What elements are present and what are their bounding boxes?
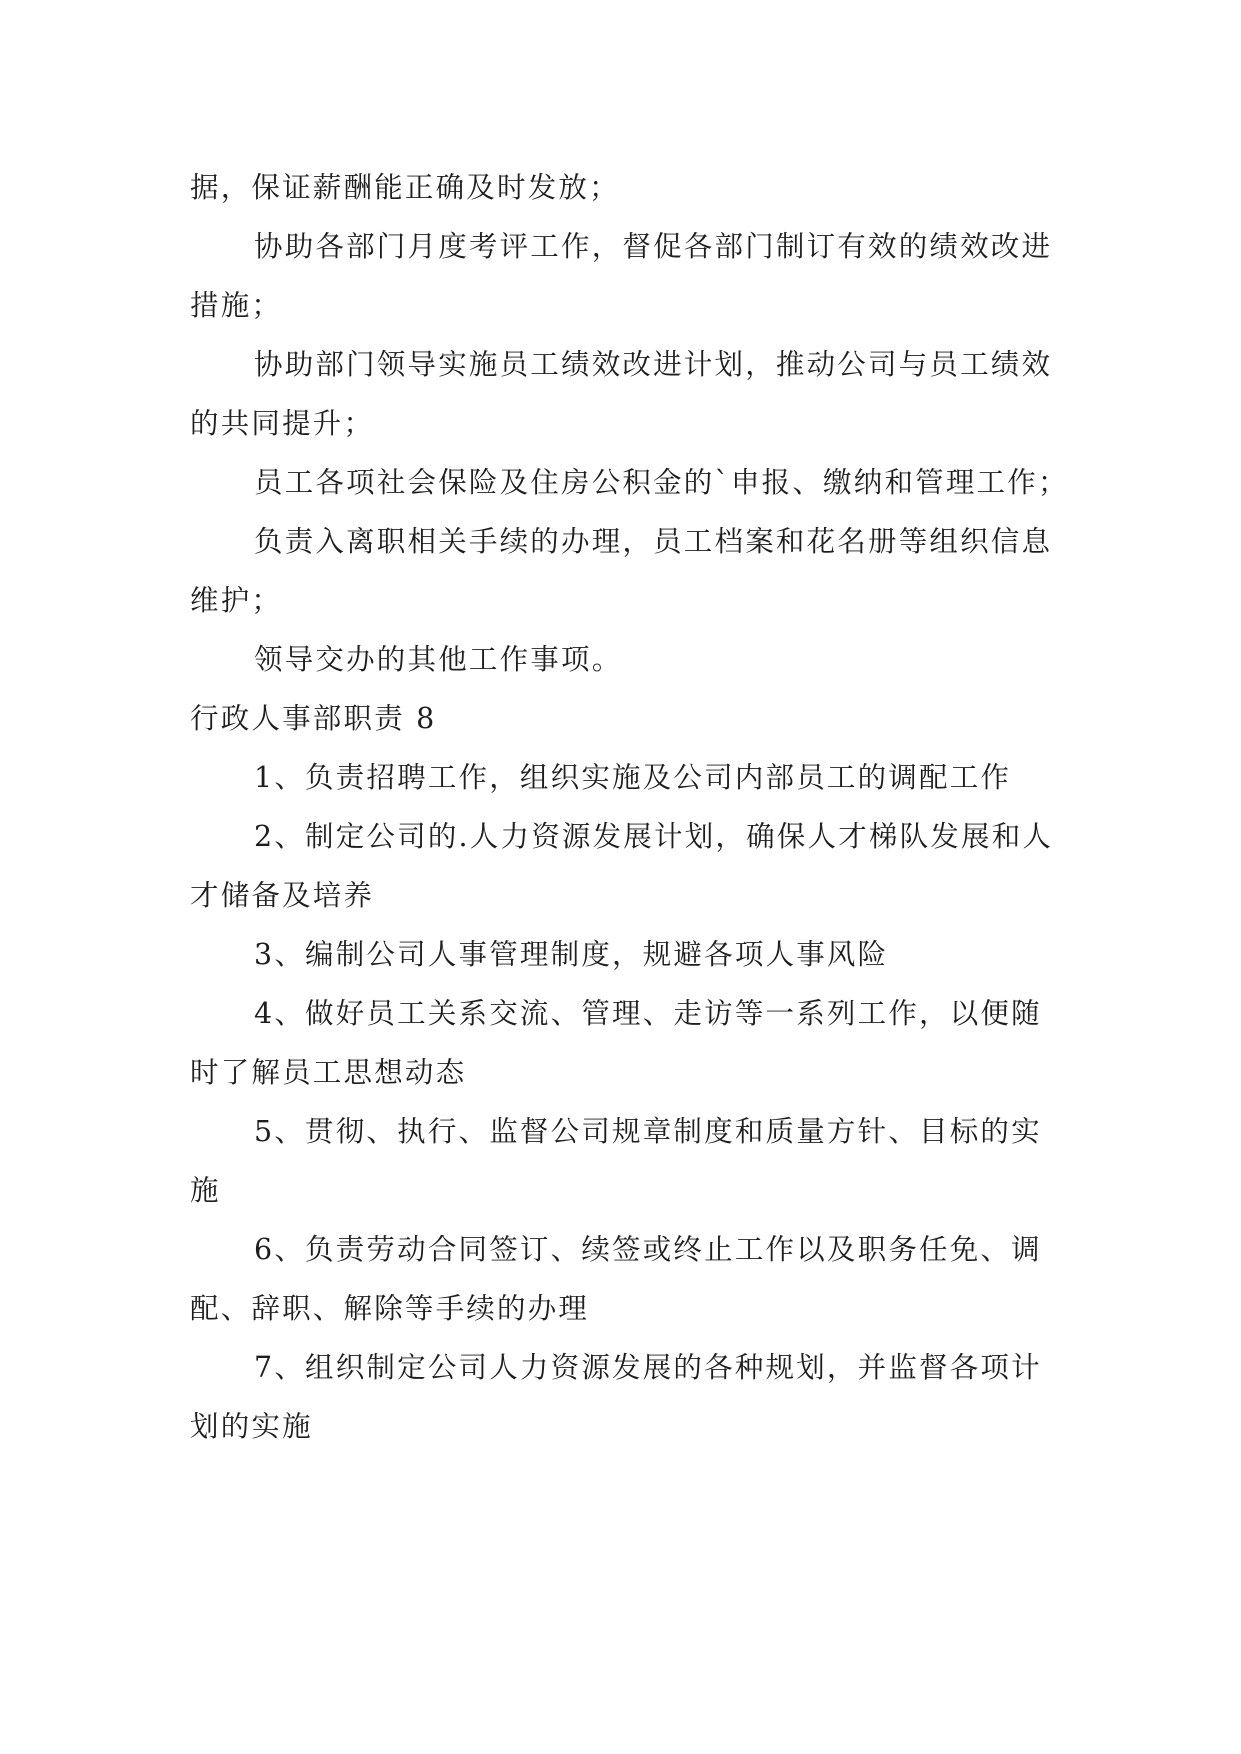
list-item-1: 1、负责招聘工作，组织实施及公司内部员工的调配工作 xyxy=(254,761,1012,794)
paragraph-monthly-evaluation: 协助各部门月度考评工作，督促各部门制订有效的绩效改进措施； xyxy=(190,230,1053,322)
paragraph-salary-data: 据，保证薪酬能正确及时发放； xyxy=(190,171,620,204)
paragraph-social-insurance: 员工各项社会保险及住房公积金的`申报、缴纳和管理工作； xyxy=(254,466,1069,499)
paragraph-onboarding-offboarding: 负责入离职相关手续的办理，员工档案和花名册等组织信息维护； xyxy=(190,525,1053,617)
list-item-5: 5、贯彻、执行、监督公司规章制度和质量方针、目标的实施 xyxy=(190,1115,1042,1207)
list-item-6: 6、负责劳动合同签订、续签或终止工作以及职务任免、调配、辞职、解除等手续的办理 xyxy=(190,1233,1042,1325)
list-item-3: 3、编制公司人事管理制度，规避各项人事风险 xyxy=(254,938,889,971)
section-heading: 行政人事部职责 8 xyxy=(190,702,437,735)
list-item-7: 7、组织制定公司人力资源发展的各种规划，并监督各项计划的实施 xyxy=(190,1351,1042,1443)
list-item-4: 4、做好员工关系交流、管理、走访等一系列工作，以便随时了解员工思想动态 xyxy=(190,997,1042,1089)
paragraph-performance-improvement: 协助部门领导实施员工绩效改进计划，推动公司与员工绩效的共同提升； xyxy=(190,348,1053,440)
paragraph-other-tasks: 领导交办的其他工作事项。 xyxy=(254,643,623,676)
document-body xyxy=(190,158,1070,1456)
list-item-2: 2、制定公司的.人力资源发展计划，确保人才梯队发展和人才储备及培养 xyxy=(190,820,1054,912)
